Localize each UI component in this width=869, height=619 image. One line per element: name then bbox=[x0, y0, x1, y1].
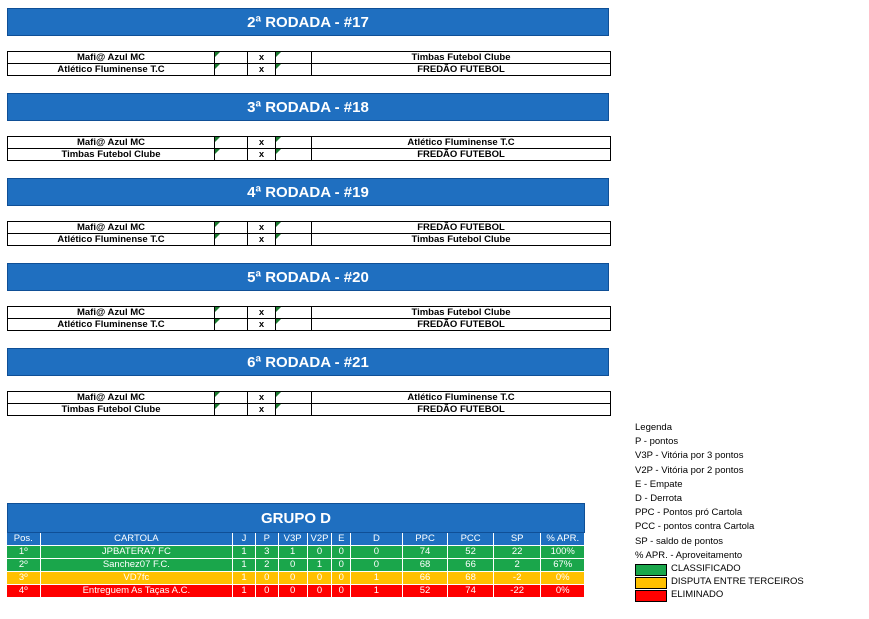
stat-cell: 4º bbox=[7, 585, 40, 598]
home-score-input[interactable] bbox=[215, 222, 248, 234]
match-row bbox=[8, 319, 611, 331]
home-team: Mafi@ Azul MC bbox=[8, 52, 215, 64]
stat-cell: 1º bbox=[7, 546, 40, 559]
team-name-cell: VD7fc bbox=[40, 572, 233, 585]
column-header: P bbox=[255, 533, 278, 546]
round-header: 5ª RODADA - #20 bbox=[7, 263, 609, 291]
match-table bbox=[7, 221, 611, 246]
column-header: PPC bbox=[402, 533, 448, 546]
stat-cell: 0 bbox=[278, 585, 307, 598]
stat-cell: 0 bbox=[332, 559, 351, 572]
stat-cell: 1 bbox=[233, 572, 256, 585]
match-row bbox=[8, 52, 611, 64]
team-name-cell: JPBATERA7 FC bbox=[40, 546, 233, 559]
home-team: Timbas Futebol Clube bbox=[8, 404, 215, 416]
standings-row bbox=[7, 546, 585, 559]
versus-separator: x bbox=[248, 404, 276, 416]
versus-separator: x bbox=[248, 64, 276, 76]
stat-cell: 1 bbox=[351, 572, 403, 585]
stat-cell: 0 bbox=[307, 572, 332, 585]
away-score-input[interactable] bbox=[276, 319, 312, 331]
home-team: Atlético Fluminense T.C bbox=[8, 319, 215, 331]
stat-cell: 1 bbox=[233, 546, 256, 559]
match-row bbox=[8, 404, 611, 416]
group-standings-table bbox=[7, 533, 585, 598]
column-header: PCC bbox=[448, 533, 494, 546]
legend-status-item bbox=[635, 576, 804, 589]
group-table-header bbox=[7, 533, 585, 546]
home-team: Mafi@ Azul MC bbox=[8, 307, 215, 319]
column-header: Pos. bbox=[7, 533, 40, 546]
away-team: Atlético Fluminense T.C bbox=[312, 392, 611, 404]
team-name-cell: Entreguem As Taças A.C. bbox=[40, 585, 233, 598]
home-score-input[interactable] bbox=[215, 64, 248, 76]
stat-cell: 74 bbox=[448, 585, 494, 598]
stat-cell: 0% bbox=[541, 572, 585, 585]
home-team: Timbas Futebol Clube bbox=[8, 149, 215, 161]
stat-cell: 0 bbox=[332, 585, 351, 598]
legend bbox=[635, 421, 804, 602]
away-score-input[interactable] bbox=[276, 64, 312, 76]
standings-row bbox=[7, 585, 585, 598]
stat-cell: 0 bbox=[307, 546, 332, 559]
away-team: Atlético Fluminense T.C bbox=[312, 137, 611, 149]
round-header: 6ª RODADA - #21 bbox=[7, 348, 609, 376]
status-color-swatch bbox=[635, 590, 667, 602]
status-label: CLASSIFICADO bbox=[671, 563, 741, 575]
stat-cell: 52 bbox=[402, 585, 448, 598]
stat-cell: 0 bbox=[332, 546, 351, 559]
away-team: FREDÃO FUTEBOL bbox=[312, 64, 611, 76]
legend-item: P - pontos bbox=[635, 436, 679, 448]
stat-cell: 52 bbox=[448, 546, 494, 559]
stat-cell: 2 bbox=[255, 559, 278, 572]
stat-cell: 1 bbox=[351, 585, 403, 598]
home-team: Atlético Fluminense T.C bbox=[8, 64, 215, 76]
match-row bbox=[8, 149, 611, 161]
status-label: DISPUTA ENTRE TERCEIROS bbox=[671, 576, 804, 588]
stat-cell: 67% bbox=[541, 559, 585, 572]
stat-cell: 0 bbox=[278, 559, 307, 572]
stat-cell: 0% bbox=[541, 585, 585, 598]
legend-status-item bbox=[635, 563, 804, 576]
stat-cell: 0 bbox=[255, 585, 278, 598]
home-score-input[interactable] bbox=[215, 319, 248, 331]
stat-cell: 2º bbox=[7, 559, 40, 572]
away-team: Timbas Futebol Clube bbox=[312, 52, 611, 64]
versus-separator: x bbox=[248, 234, 276, 246]
stat-cell: 1 bbox=[278, 546, 307, 559]
away-team: FREDÃO FUTEBOL bbox=[312, 149, 611, 161]
stat-cell: -22 bbox=[493, 585, 541, 598]
round-header: 3ª RODADA - #18 bbox=[7, 93, 609, 121]
away-score-input[interactable] bbox=[276, 307, 312, 319]
away-team: FREDÃO FUTEBOL bbox=[312, 222, 611, 234]
versus-separator: x bbox=[248, 307, 276, 319]
stat-cell: 0 bbox=[351, 559, 403, 572]
stat-cell: 1 bbox=[233, 585, 256, 598]
away-score-input[interactable] bbox=[276, 234, 312, 246]
stat-cell: 100% bbox=[541, 546, 585, 559]
legend-item: PCC - pontos contra Cartola bbox=[635, 521, 755, 533]
match-row bbox=[8, 307, 611, 319]
away-score-input[interactable] bbox=[276, 222, 312, 234]
stat-cell: 2 bbox=[493, 559, 541, 572]
home-team: Mafi@ Azul MC bbox=[8, 222, 215, 234]
away-team: FREDÃO FUTEBOL bbox=[312, 404, 611, 416]
stat-cell: 68 bbox=[448, 572, 494, 585]
away-team: FREDÃO FUTEBOL bbox=[312, 319, 611, 331]
stat-cell: 0 bbox=[351, 546, 403, 559]
group-title: GRUPO D bbox=[7, 503, 585, 533]
home-score-input[interactable] bbox=[215, 404, 248, 416]
column-header: D bbox=[351, 533, 403, 546]
stat-cell: 0 bbox=[332, 572, 351, 585]
match-row bbox=[8, 137, 611, 149]
team-name-cell: Sanchez07 F.C. bbox=[40, 559, 233, 572]
stat-cell: 1 bbox=[233, 559, 256, 572]
match-row bbox=[8, 222, 611, 234]
legend-item: E - Empate bbox=[635, 478, 683, 490]
versus-separator: x bbox=[248, 52, 276, 64]
column-header: CARTOLA bbox=[40, 533, 233, 546]
column-header: E bbox=[332, 533, 351, 546]
stat-cell: 0 bbox=[255, 572, 278, 585]
match-row bbox=[8, 234, 611, 246]
legend-item: D - Derrota bbox=[635, 493, 682, 505]
stat-cell: 66 bbox=[402, 572, 448, 585]
away-score-input[interactable] bbox=[276, 52, 312, 64]
away-score-input[interactable] bbox=[276, 149, 312, 161]
stat-cell: 66 bbox=[448, 559, 494, 572]
versus-separator: x bbox=[248, 319, 276, 331]
stat-cell: 22 bbox=[493, 546, 541, 559]
legend-item: % APR. - Aproveitamento bbox=[635, 549, 743, 561]
stat-cell: 1 bbox=[307, 559, 332, 572]
match-row bbox=[8, 392, 611, 404]
column-header: % APR. bbox=[541, 533, 585, 546]
stat-cell: 68 bbox=[402, 559, 448, 572]
stat-cell: 0 bbox=[307, 585, 332, 598]
versus-separator: x bbox=[248, 149, 276, 161]
column-header: V2P bbox=[307, 533, 332, 546]
home-score-input[interactable] bbox=[215, 234, 248, 246]
legend-item: V3P - Vitória por 3 pontos bbox=[635, 450, 744, 462]
stat-cell: 0 bbox=[278, 572, 307, 585]
home-score-input[interactable] bbox=[215, 137, 248, 149]
round-header: 2ª RODADA - #17 bbox=[7, 8, 609, 36]
match-row bbox=[8, 64, 611, 76]
legend-status-item bbox=[635, 589, 804, 602]
home-score-input[interactable] bbox=[215, 52, 248, 64]
stat-cell: 74 bbox=[402, 546, 448, 559]
standings-row bbox=[7, 559, 585, 572]
match-table bbox=[7, 51, 611, 76]
legend-item: PPC - Pontos pró Cartola bbox=[635, 507, 743, 519]
versus-separator: x bbox=[248, 392, 276, 404]
away-score-input[interactable] bbox=[276, 404, 312, 416]
stat-cell: 3 bbox=[255, 546, 278, 559]
column-header: SP bbox=[493, 533, 541, 546]
home-team: Mafi@ Azul MC bbox=[8, 392, 215, 404]
status-color-swatch bbox=[635, 564, 667, 576]
versus-separator: x bbox=[248, 137, 276, 149]
legend-item: SP - saldo de pontos bbox=[635, 535, 724, 547]
match-table bbox=[7, 306, 611, 331]
legend-title: Legenda bbox=[635, 422, 672, 433]
versus-separator: x bbox=[248, 222, 276, 234]
status-color-swatch bbox=[635, 577, 667, 589]
column-header: J bbox=[233, 533, 256, 546]
away-score-input[interactable] bbox=[276, 137, 312, 149]
home-team: Atlético Fluminense T.C bbox=[8, 234, 215, 246]
away-score-input[interactable] bbox=[276, 392, 312, 404]
stat-cell: -2 bbox=[493, 572, 541, 585]
home-score-input[interactable] bbox=[215, 149, 248, 161]
home-score-input[interactable] bbox=[215, 307, 248, 319]
away-team: Timbas Futebol Clube bbox=[312, 234, 611, 246]
column-header: V3P bbox=[278, 533, 307, 546]
legend-item: V2P - Vitória por 2 pontos bbox=[635, 464, 744, 476]
round-header: 4ª RODADA - #19 bbox=[7, 178, 609, 206]
home-score-input[interactable] bbox=[215, 392, 248, 404]
standings-row bbox=[7, 572, 585, 585]
stat-cell: 3º bbox=[7, 572, 40, 585]
match-table bbox=[7, 391, 611, 416]
home-team: Mafi@ Azul MC bbox=[8, 137, 215, 149]
status-label: ELIMINADO bbox=[671, 589, 724, 601]
match-table bbox=[7, 136, 611, 161]
away-team: Timbas Futebol Clube bbox=[312, 307, 611, 319]
